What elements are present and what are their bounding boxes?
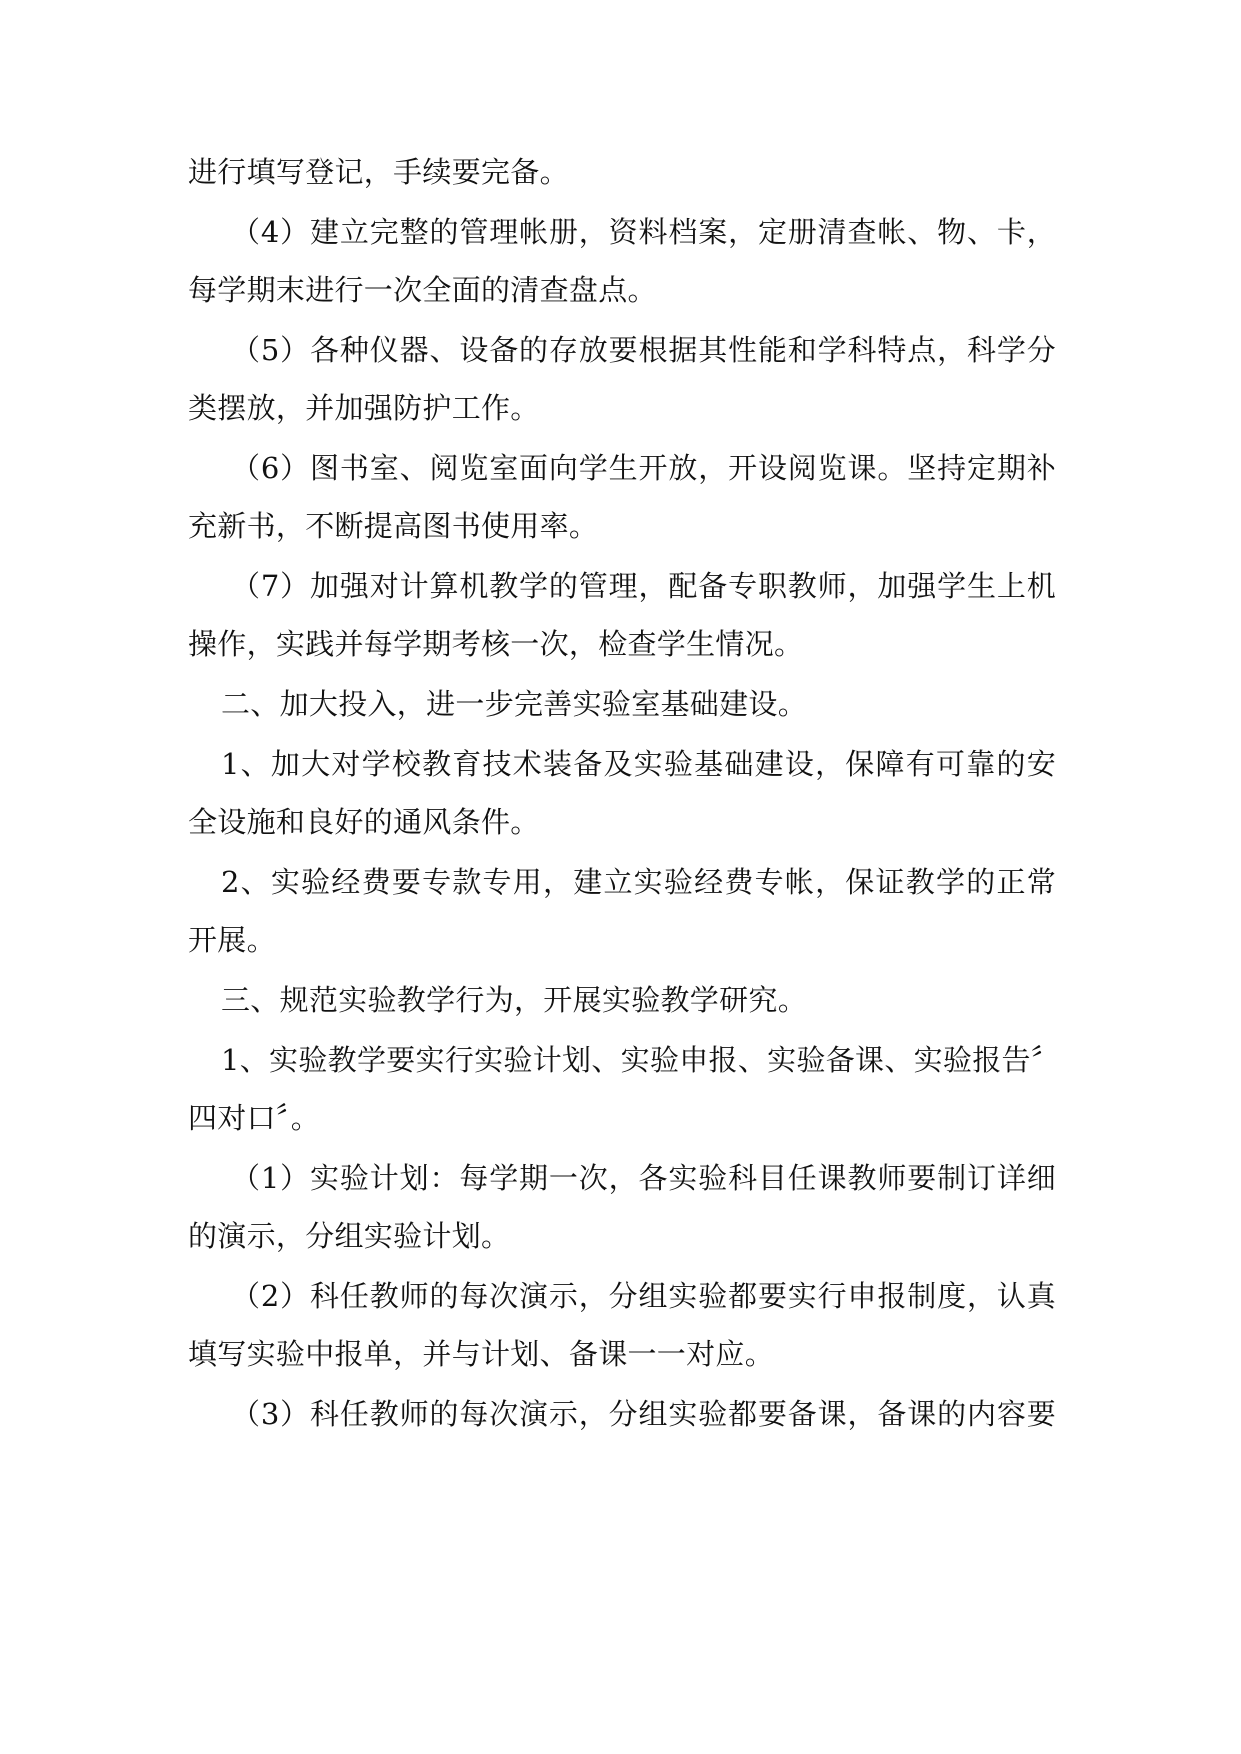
paragraph-line: （1）实验计划：每学期一次，各实验科目任课教师要制订详细: [231, 1161, 1056, 1195]
paragraph-line: 2、实验经费要专款专用，建立实验经费专帐，保证教学的正常: [221, 865, 1056, 899]
paragraph-line: （4）建立完整的管理帐册，资料档案，定册清查帐、物、卡，: [231, 215, 1056, 249]
text-line: 全设施和良好的通风条件。: [188, 805, 540, 839]
text-line: 充新书，不断提高图书使用率。: [188, 509, 599, 543]
text-line: 操作，实践并每学期考核一次，检查学生情况。: [188, 627, 804, 661]
paragraph-line: （3）科任教师的每次演示，分组实验都要备课，备课的内容要: [231, 1397, 1056, 1431]
text-line: 进行填写登记，手续要完备。: [188, 155, 569, 189]
paragraph-line: （5）各种仪器、设备的存放要根据其性能和学科特点，科学分: [231, 333, 1056, 367]
text-line: 填写实验中报单，并与计划、备课一一对应。: [188, 1337, 775, 1371]
paragraph-line: （2）科任教师的每次演示，分组实验都要实行申报制度，认真: [231, 1279, 1056, 1313]
paragraph-line: 1、加大对学校教育技术装备及实验基础建设，保障有可靠的安: [221, 747, 1056, 781]
paragraph-line: （7）加强对计算机教学的管理，配备专职教师，加强学生上机: [231, 569, 1056, 603]
paragraph-line: （6）图书室、阅览室面向学生开放，开设阅览课。坚持定期补: [231, 451, 1056, 485]
text-line: 每学期末进行一次全面的清查盘点。: [188, 273, 657, 307]
text-line: 的演示，分组实验计划。: [188, 1219, 511, 1253]
paragraph-line: 1、实验教学要实行实验计划、实验申报、实验备课、实验报告〞: [221, 1043, 1061, 1077]
section-heading: 三、规范实验教学行为，开展实验教学研究。: [221, 983, 808, 1017]
text-line: 开展。: [188, 923, 276, 957]
section-heading: 二、加大投入，进一步完善实验室基础建设。: [221, 687, 808, 721]
text-line: 类摆放，并加强防护工作。: [188, 391, 540, 425]
text-line: 四对口〞。: [188, 1101, 321, 1135]
